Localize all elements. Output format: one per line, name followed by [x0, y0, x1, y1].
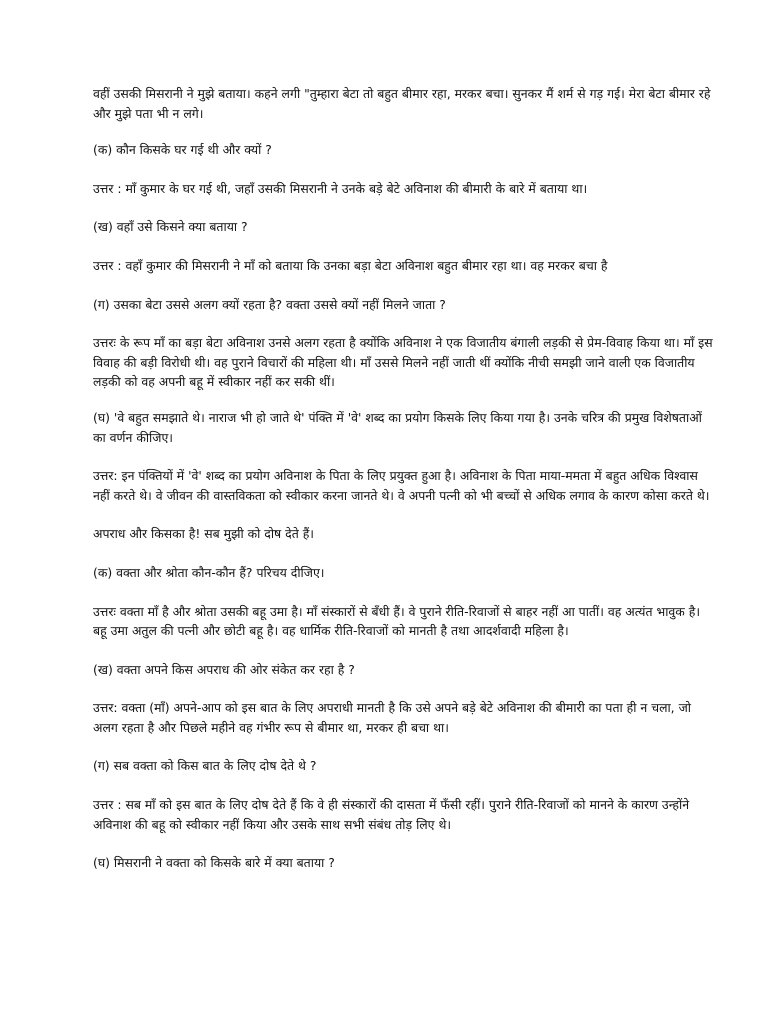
answer-kha-2: उत्तर: वक्ता (माँ) अपने-आप को इस बात के लिए अपराधी मानती है कि उसे अपने बड़े बेटे अविनाश की बीमारी का पता ही न चला, जो अलग रहता है और पिछले महीने वह गंभीर रूप से बीमार था, मरकर ही बचा था।: [93, 700, 691, 735]
intro-passage: वहीं उसकी मिसरानी ने मुझे बताया। कहने लगी "तुम्हारा बेटा तो बहुत बीमार रहा, मरकर बचा। सुनकर मैं शर्म से गड़ गई। मेरा बेटा बीमार रहे और मुझे पता भी न लगे।: [93, 86, 711, 121]
answer-ka-2: उत्तरः वक्ता माँ है और श्रोता उसकी बहू उमा है। माँ संस्कारों से बँधी हैं। वे पुराने रीति-रिवाजों से बाहर नहीं आ पातीं। वह अत्यंत भावुक है। बहू उमा अतुल की पत्नी और छोटी बहू है। वह धार्मिक रीति-रिवाजों को मानती है तथा आदर्शवादी महिला है।: [93, 603, 701, 639]
question-kha-1: (ख) वहाँ उसे किसने क्या बताया ?: [93, 219, 248, 235]
question-ka-2: (क) वक्ता और श्रोता कौन-कौन हैं? परिचय दीजिए।: [93, 564, 325, 580]
passage-2: अपराध और किसका है! सब मुझी को दोष देते हैं।: [93, 526, 314, 542]
answer-ga-1: उत्तरः के रूप माँ का बड़ा बेटा अविनाश उनसे अलग रहता है क्योंकि अविनाश ने एक विजातीय बंगाली लड़की से प्रेम-विवाह किया था। माँ इस विवाह की बड़ी विरोधी थी। वह पुराने विचारों की महिला थी। माँ उससे मिलने नहीं जाती थीं क्योंकि नीची समझी जाने वाली एक विजातीय लड़की को वह अपनी बहू में स्वीकार नहीं कर सकी थीं।: [93, 335, 713, 390]
question-ga-1: (ग) उसका बेटा उससे अलग क्यों रहता है? वक्ता उससे क्यों नहीं मिलने जाता ?: [93, 296, 446, 312]
question-gha-2: (घ) मिसरानी ने वक्ता को किसके बारे में क्या बताया ?: [93, 855, 335, 871]
question-ga-2: (ग) सब वक्ता को किस बात के लिए दोष देते थे ?: [93, 758, 317, 774]
question-ka-1: (क) कौन किसके घर गई थी और क्यों ?: [93, 142, 272, 158]
answer-gha-1: उत्तर: इन पंक्तियों में 'वे' शब्द का प्रयोग अविनाश के पिता के लिए प्रयुक्त हुआ है। अविनाश के पिता माया-ममता में बहुत अधिक विश्वास नहीं करते थे। वे जीवन की वास्तविकता को स्वीकार करना जानते थे। वे अपनी पत्नी को भी बच्चों से अधिक लगाव के कारण कोसा करते थे।: [93, 468, 710, 503]
question-kha-2: (ख) वक्ता अपने किस अपराध की ओर संकेत कर रहा है ?: [93, 661, 355, 677]
answer-ka-1: उत्तर : माँ कुमार के घर गई थी, जहाँ उसकी मिसरानी ने उनके बड़े बेटे अविनाश की बीमारी के बारे में बताया था।: [93, 180, 588, 196]
answer-kha-1: उत्तर : वहाँ कुमार की मिसरानी ने माँ को बताया कि उनका बड़ा बेटा अविनाश बहुत बीमार रहा था। वह मरकर बचा है: [93, 257, 608, 273]
answer-ga-2: उत्तर : सब माँ को इस बात के लिए दोष देते हैं कि वे ही संस्कारों की दासता में फँसी रहीं। पुराने रीति-रिवाजों को मानने के कारण उन्होंने अविनाश की बहू को स्वीकार नहीं किया और उसके साथ सभी संबंध तोड़ लिए थे।: [93, 797, 690, 832]
question-gha-1: (घ) 'वे बहुत समझाते थे। नाराज भी हो जाते थे' पंक्ति में 'वे' शब्द का प्रयोग किसके लिए किया गया है। उनके चरित्र की प्रमुख विशेषताओं का वर्णन कीजिए।: [93, 409, 702, 445]
